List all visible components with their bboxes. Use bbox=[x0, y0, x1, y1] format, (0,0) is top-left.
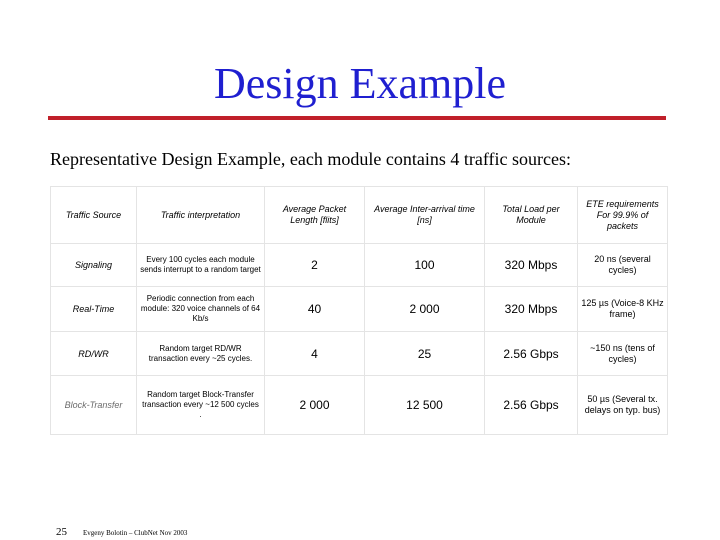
cell-traffic-interpretation: Every 100 cycles each module sends interrupt to a random target bbox=[137, 244, 265, 287]
cell-average-inter-arrival-time: 2 000 bbox=[365, 287, 485, 332]
table-row bbox=[51, 244, 668, 287]
page-number: 25 bbox=[56, 526, 67, 538]
table-row bbox=[51, 376, 668, 435]
cell-traffic-source: Block-Transfer bbox=[51, 376, 137, 435]
cell-traffic-interpretation: Random target Block-Transfer transaction every ~12 500 cycles . bbox=[137, 376, 265, 435]
header-total-load: Total Load per Module bbox=[485, 187, 578, 244]
cell-average-inter-arrival-time: 100 bbox=[365, 244, 485, 287]
slide-title: Design Example bbox=[213, 59, 507, 108]
cell-traffic-source: Real-Time bbox=[51, 287, 137, 332]
cell-total-load: 320 Mbps bbox=[485, 287, 578, 332]
cell-ete-requirement: 20 ns (several cycles) bbox=[578, 244, 668, 287]
cell-total-load: 2.56 Gbps bbox=[485, 332, 578, 376]
cell-average-packet-length: 2 bbox=[265, 244, 365, 287]
table-row bbox=[51, 332, 668, 376]
cell-ete-requirement: ~150 ns (tens of cycles) bbox=[578, 332, 668, 376]
table-header-row bbox=[51, 187, 668, 244]
cell-ete-requirement: 125 µs (Voice-8 KHz frame) bbox=[578, 287, 668, 332]
cell-average-packet-length: 2 000 bbox=[265, 376, 365, 435]
cell-average-inter-arrival-time: 25 bbox=[365, 332, 485, 376]
cell-total-load: 2.56 Gbps bbox=[485, 376, 578, 435]
cell-traffic-source: Signaling bbox=[51, 244, 137, 287]
footer-author: Evgeny Bolotin – ClubNet Nov 2003 bbox=[83, 529, 188, 537]
slide-subtitle: Representative Design Example, each module contains 4 traffic sources: bbox=[50, 149, 571, 169]
cell-average-packet-length: 40 bbox=[265, 287, 365, 332]
cell-ete-requirement: 50 µs (Several tx. delays on typ. bus) bbox=[578, 376, 668, 435]
title-underline bbox=[48, 116, 666, 120]
header-traffic-interpretation: Traffic interpretation bbox=[137, 187, 265, 244]
table-row bbox=[51, 287, 668, 332]
cell-traffic-source: RD/WR bbox=[51, 332, 137, 376]
cell-traffic-interpretation: Periodic connection from each module: 320 voice channels of 64 Kb/s bbox=[137, 287, 265, 332]
cell-average-inter-arrival-time: 12 500 bbox=[365, 376, 485, 435]
cell-traffic-interpretation: Random target RD/WR transaction every ~25 cycles. bbox=[137, 332, 265, 376]
header-average-inter-arrival-time: Average Inter-arrival time [ns] bbox=[365, 187, 485, 244]
header-ete-requirements: ETE requirements For 99.9% of packets bbox=[578, 187, 668, 244]
cell-total-load: 320 Mbps bbox=[485, 244, 578, 287]
header-traffic-source: Traffic Source bbox=[51, 187, 137, 244]
cell-average-packet-length: 4 bbox=[265, 332, 365, 376]
slide-footer bbox=[56, 522, 187, 540]
traffic-sources-table bbox=[50, 186, 668, 435]
header-average-packet-length: Average Packet Length [flits] bbox=[265, 187, 365, 244]
